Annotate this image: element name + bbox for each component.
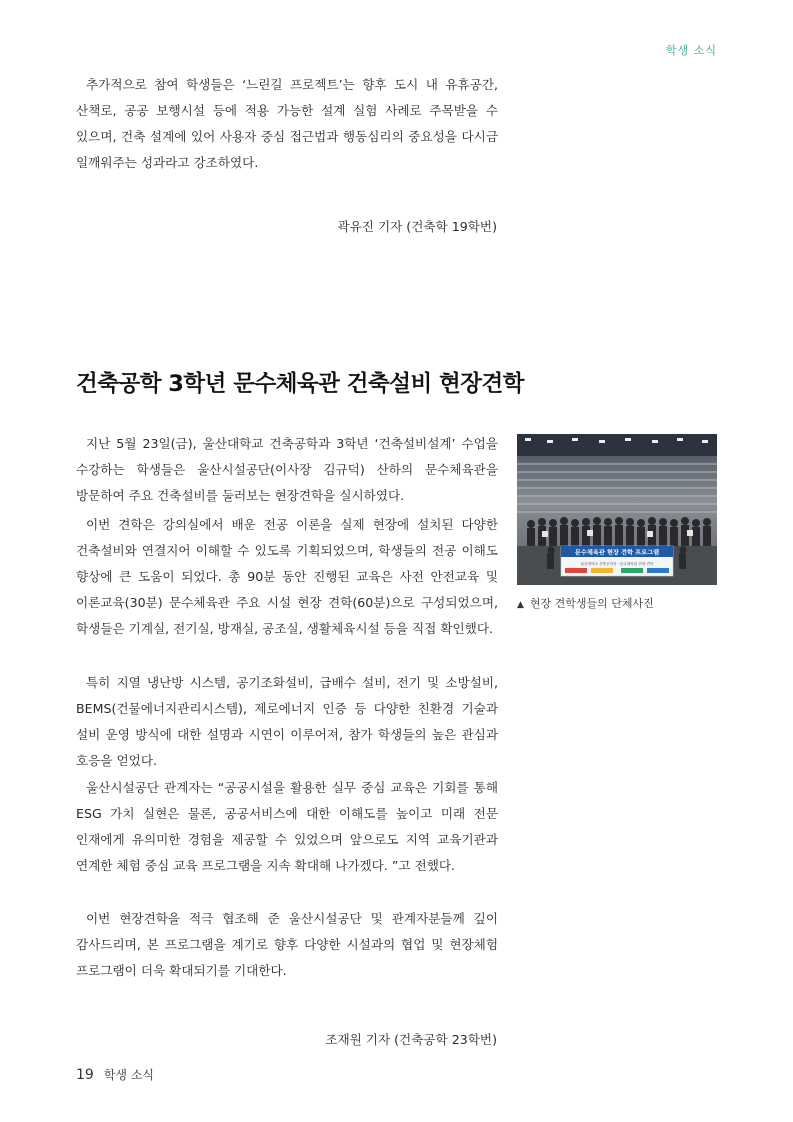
photo-caption [517, 595, 654, 611]
header-section-label: 학생 소식 [665, 44, 717, 57]
banner-subtitle: 울산대학교 건축공학과 · 문수체육관 현장 견학 [580, 562, 654, 566]
article-paragraph-4: 울산시설공단 관계자는 “공공시설을 활용한 실무 중심 교육은 기회를 통해 ESG 가치 실현은 물론, 공공서비스에 대한 이해도를 높이고 미래 전문 인재에게 유의미한 경험을 제공할 수 있었으며 앞으로도 지역 교육기관과 연계한 체험 중심 교육 프로그램을 지속 확대해 나가겠다. ”고 전했다. [76, 780, 498, 873]
banner-title: 문수체육관 현장 견학 프로그램 [574, 549, 660, 557]
group-photo [517, 434, 717, 585]
article-paragraph-1: 지난 5월 23일(금), 울산대학교 건축공학과 3학년 ‘건축설비설계’ 수업을 수강하는 학생들은 울산시설공단(이사장 김규덕) 산하의 문수체육관을 방문하여 주요 건축설비를 둘러보는 현장견학을 실시하였다. [76, 436, 498, 503]
article-paragraph-2: 이번 견학은 강의실에서 배운 전공 이론을 실제 현장에 설치된 다양한 건축설비와 연결지어 이해할 수 있도록 기획되었으며, 학생들의 전공 이해도 향상에 큰 도움이 되었다. 총 90분 동안 진행된 교육은 사전 안전교육 및 이론교육(30분) 문수체육관 주요 시설 현장 견학(60분)으로 구성되었으며, 학생들은 기계실, 전기실, 방재실, 공조실, 생활체육시설 등을 직접 확인했다. [76, 517, 498, 636]
footer-section-label: 학생 소식 [103, 1068, 155, 1082]
page-footer [76, 1066, 154, 1083]
page-number: 19 [76, 1067, 94, 1083]
article-paragraph-5: 이번 현장견학을 적극 협조해 준 울산시설공단 및 관계자분들께 깊이 감사드리며, 본 프로그램을 계기로 향후 다양한 시설과의 협업 및 현장체험 프로그램이 더욱 확대되기를 기대한다. [76, 911, 498, 978]
article-byline: 조재원 기자 (건축공학 23학번) [325, 1032, 497, 1047]
prev-article-paragraph: 추가적으로 참여 학생들은 ‘느린길 프로젝트’는 향후 도시 내 유휴공간, 산책로, 공공 보행시설 등에 적용 가능한 설계 실험 사례로 주목받을 수 있으며, 건축 설계에 있어 사용자 중심 접근법과 행동심리의 중요성을 다시금 일깨워주는 성과라고 강조하였다. [76, 77, 498, 170]
article-title: 건축공학 3학년 문수체육관 건축설비 현장견학 [76, 371, 524, 397]
photo-caption-text: 현장 견학생들의 단체사진 [529, 597, 654, 610]
triangle-up-icon: ▲ [517, 600, 524, 610]
article-paragraph-3: 특히 지열 냉난방 시스템, 공기조화설비, 급배수 설비, 전기 및 소방설비, BEMS(건물에너지관리시스템), 제로에너지 인증 등 다양한 친환경 기술과 설비 운영 방식에 대한 설명과 시연이 이루어져, 참가 학생들의 높은 관심과 호응을 얻었다. [76, 675, 498, 768]
prev-article-byline: 곽유진 기자 (건축학 19학번) [337, 219, 497, 234]
